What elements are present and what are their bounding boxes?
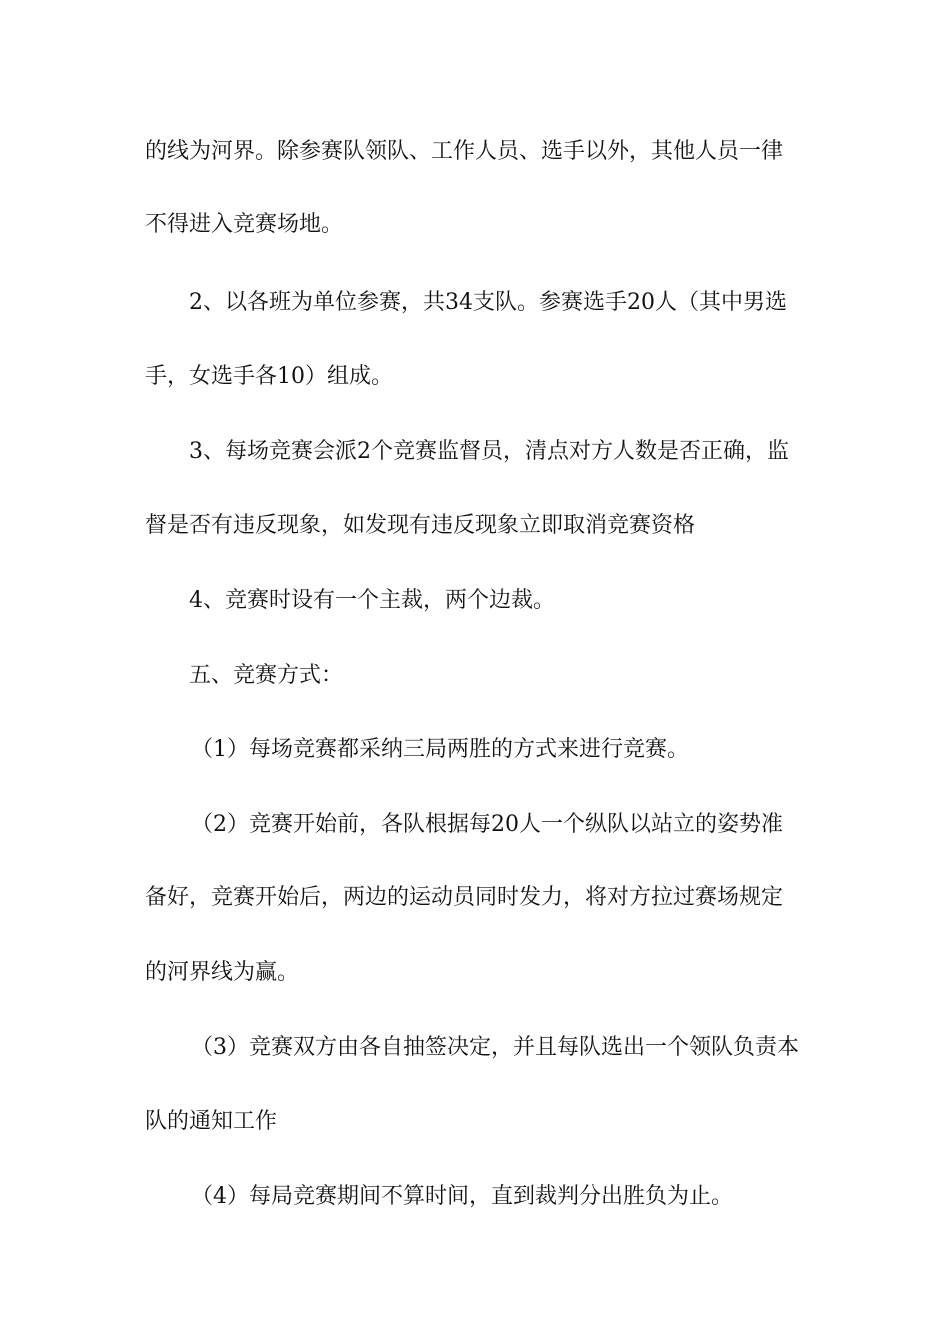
- text-line: 手，女选手各10）组成。: [145, 364, 393, 389]
- text-line: （4）每局竞赛期间不算时间，直到裁判分出胜负为止。: [191, 1184, 733, 1209]
- text-line: （2）竞赛开始前，各队根据每20人一个纵队以站立的姿势准: [191, 812, 783, 837]
- text-line: 4、竞赛时设有一个主裁，两个边裁。: [189, 588, 555, 613]
- text-line: 3、每场竞赛会派2个竞赛监督员，清点对方人数是否正确，监: [189, 439, 789, 464]
- text-line: 2、以各班为单位参赛，共34支队。参赛选手20人（其中男选: [189, 290, 787, 315]
- text-line: （1）每场竞赛都采纳三局两胜的方式来进行竞赛。: [191, 737, 689, 762]
- text-line: 不得进入竞赛场地。: [145, 212, 344, 237]
- text-line: 备好，竞赛开始后，两边的运动员同时发力，将对方拉过赛场规定: [145, 885, 784, 910]
- text-line: （3）竞赛双方由各自抽签决定，并且每队选出一个领队负责本: [191, 1035, 799, 1060]
- text-line: 督是否有违反现象，如发现有违反现象立即取消竞赛资格: [145, 513, 696, 538]
- text-line: 的线为河界。除参赛队领队、工作人员、选手以外，其他人员一律: [145, 139, 784, 164]
- text-line: 的河界线为赢。: [145, 960, 300, 985]
- section-heading: 五、竞赛方式：: [189, 663, 344, 688]
- text-line: 队的通知工作: [145, 1109, 278, 1134]
